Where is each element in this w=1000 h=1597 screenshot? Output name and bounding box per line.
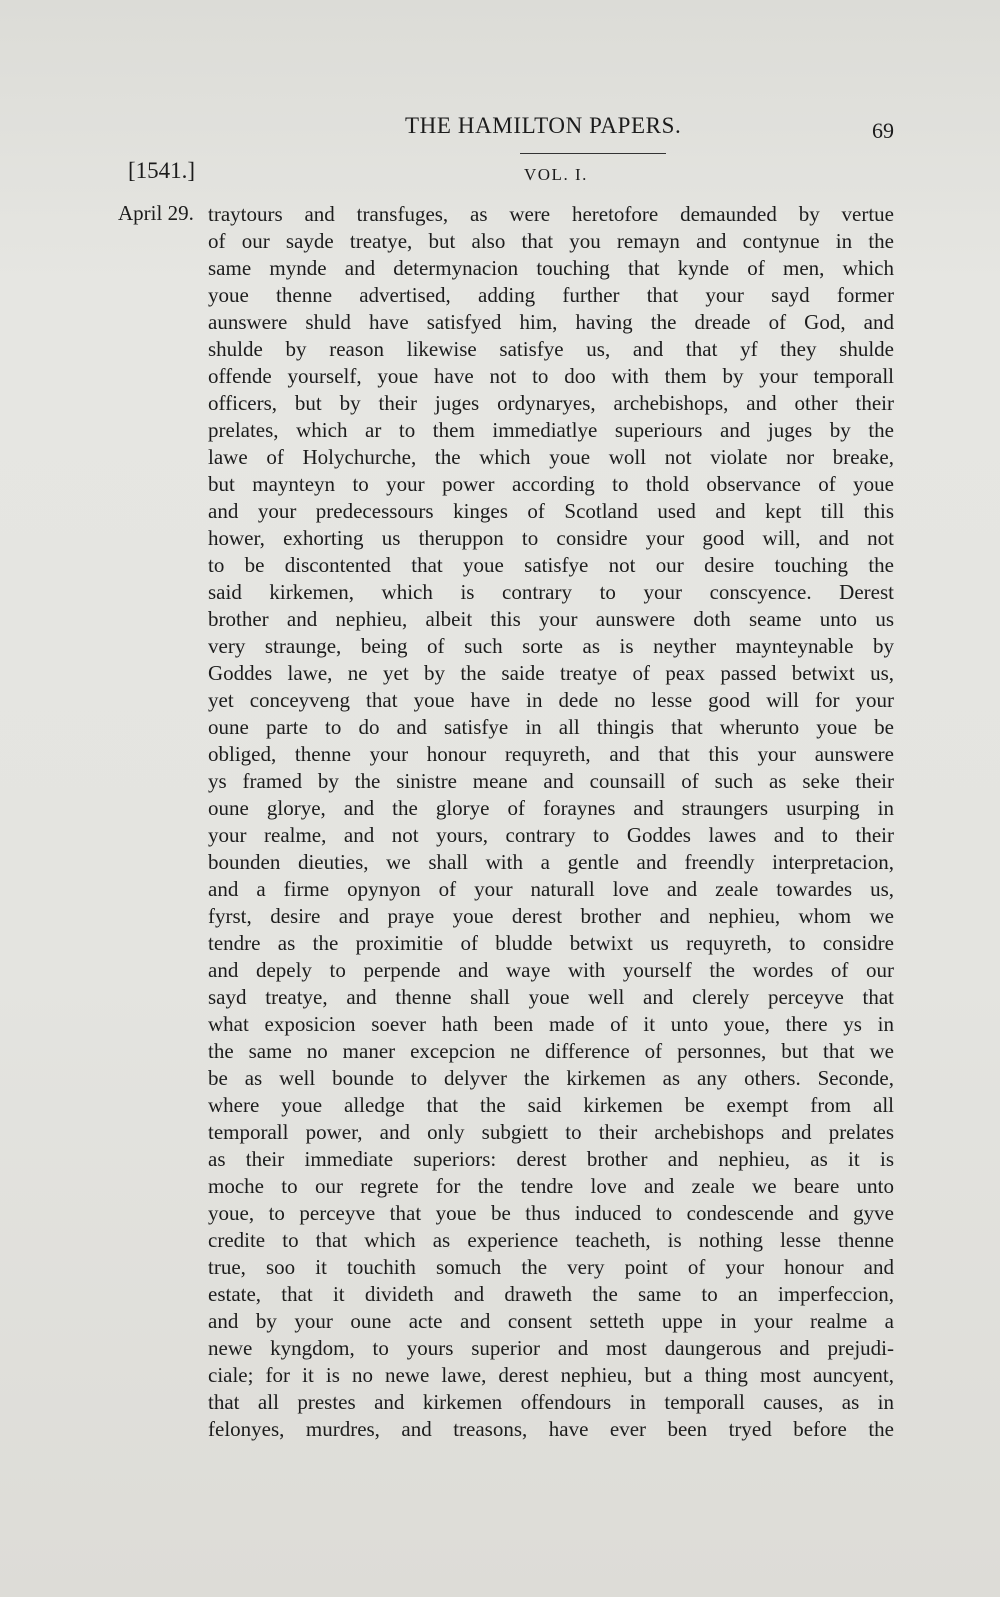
running-title: THE HAMILTON PAPERS. [405, 113, 682, 138]
text-line: bounden dieuties, we shall with a gentle and freendly interpretacion, [208, 850, 894, 874]
text-line: oune glorye, and the glorye of foraynes and straungers usurping in [208, 796, 894, 820]
text-line: said kirkemen, which is contrary to your conscyence. Derest [208, 580, 894, 604]
margin-date: April 29. [118, 201, 194, 225]
text-line: youe, to perceyve that youe be thus induced to condescende and gyve [208, 1201, 894, 1225]
text-line: brother and nephieu, albeit this your aunswere doth seame unto us [208, 607, 894, 631]
text-line: temporall power, and only subgiett to their archebishops and prelates [208, 1120, 894, 1144]
text-line: the same no maner excepcion ne difference of personnes, but that we [208, 1039, 894, 1063]
text-line: ciale; for it is no newe lawe, derest nephieu, but a thing most auncyent, [208, 1363, 894, 1387]
text-line: credite to that which as experience teacheth, is nothing lesse thenne [208, 1228, 894, 1252]
text-line: to be discontented that youe satisfye not our desire touching the [208, 553, 894, 577]
text-line: officers, but by their juges ordynaryes, archebishops, and other their [208, 391, 894, 415]
year-label: [1541.] [128, 158, 196, 183]
text-line: very straunge, being of such sorte as is neyther maynteynable by [208, 634, 894, 658]
text-line: but maynteyn to your power according to thold observance of youe [208, 472, 894, 496]
text-line: and a firme opynyon of your naturall love and zeale towardes us, [208, 877, 894, 901]
text-line: aunswere shuld have satisfyed him, having the dreade of God, and [208, 310, 894, 334]
text-line: hower, exhorting us theruppon to considre your good will, and not [208, 526, 894, 550]
text-line: same mynde and determynacion touching that kynde of men, which [208, 256, 894, 280]
text-line: youe thenne advertised, adding further that your sayd former [208, 283, 894, 307]
text-line: your realme, and not yours, contrary to Goddes lawes and to their [208, 823, 894, 847]
text-line: ys framed by the sinistre meane and counsaill of such as seke their [208, 769, 894, 793]
text-line: estate, that it divideth and draweth the same to an imperfeccion, [208, 1282, 894, 1306]
text-line: oune parte to do and satisfye in all thingis that wherunto youe be [208, 715, 894, 739]
text-line: tendre as the proximitie of bludde betwixt us requyreth, to considre [208, 931, 894, 955]
text-line: offende yourself, youe have not to doo with them by your temporall [208, 364, 894, 388]
text-line: what exposicion soever hath been made of it unto youe, there ys in [208, 1012, 894, 1036]
text-line: shulde by reason likewise satisfye us, and that yf they shulde [208, 337, 894, 361]
text-line: sayd treatye, and thenne shall youe well and clerely perceyve that [208, 985, 894, 1009]
text-line: felonyes, murdres, and treasons, have ever been tryed before the [208, 1417, 894, 1441]
text-line: and by your oune acte and consent setteth uppe in your realme a [208, 1309, 894, 1333]
text-line: be as well bounde to delyver the kirkemen as any others. Seconde, [208, 1066, 894, 1090]
body-text [208, 201, 894, 1443]
text-line: true, soo it touchith somuch the very point of your honour and [208, 1255, 894, 1279]
text-line: obliged, thenne your honour requyreth, and that this your aunswere [208, 742, 894, 766]
text-line: Goddes lawe, ne yet by the saide treatye of peax passed betwixt us, [208, 661, 894, 685]
text-line: moche to our regrete for the tendre love and zeale we beare unto [208, 1174, 894, 1198]
title-rule [520, 153, 666, 154]
text-line: yet conceyveng that youe have in dede no lesse good will for your [208, 688, 894, 712]
page-number: 69 [872, 118, 894, 143]
text-line: newe kyngdom, to yours superior and most daungerous and prejudi- [208, 1336, 894, 1360]
text-line: and depely to perpende and waye with yourself the wordes of our [208, 958, 894, 982]
text-line: lawe of Holychurche, the which youe woll not violate nor breake, [208, 445, 894, 469]
text-line: as their immediate superiors: derest brother and nephieu, as it is [208, 1147, 894, 1171]
text-line: fyrst, desire and praye youe derest brother and nephieu, whom we [208, 904, 894, 928]
text-line: that all prestes and kirkemen offendours in temporall causes, as in [208, 1390, 894, 1414]
text-line: traytours and transfuges, as were heretofore demaunded by vertue [208, 202, 894, 226]
text-line: where youe alledge that the said kirkemen be exempt from all [208, 1093, 894, 1117]
text-line: and your predecessours kinges of Scotland used and kept till this [208, 499, 894, 523]
volume-label: VOL. I. [524, 165, 588, 184]
text-line: of our sayde treatye, but also that you remayn and contynue in the [208, 229, 894, 253]
text-line: prelates, which ar to them immediatlye superiours and juges by the [208, 418, 894, 442]
